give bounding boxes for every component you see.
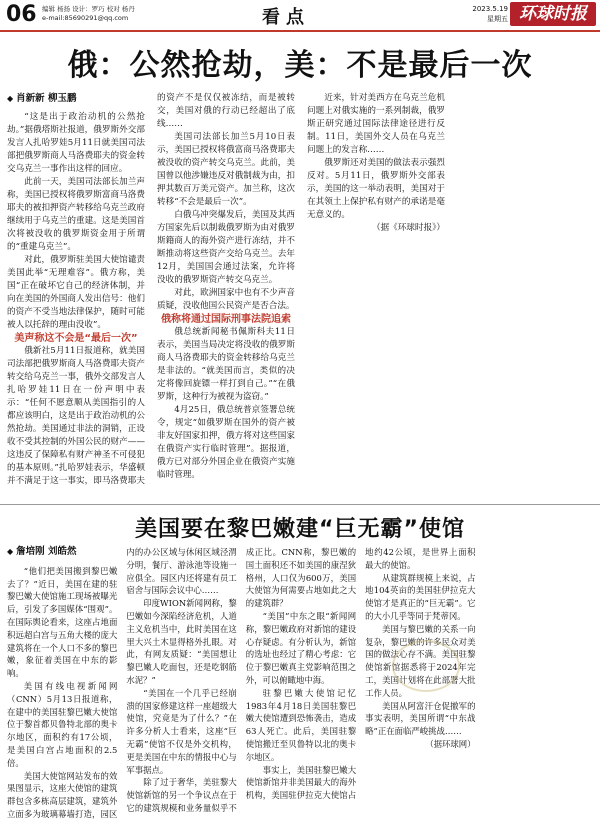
watermark-seal (392, 640, 460, 692)
section-title: 看点 (262, 7, 310, 28)
article2-body (7, 546, 595, 824)
page-number: 06 (6, 2, 37, 27)
article1-credit: （据《环球时报》） (371, 223, 445, 233)
diamond-icon: ◆ (7, 94, 14, 103)
paragraph: “这是出于政治动机的公然抢劫。”据俄塔斯社报道，俄罗斯外交部发言人扎哈罗娃5月11日就美国司法部把俄罗斯商人马洛费耶夫的资金转交乌克兰一事作出这样的回应。 (7, 112, 145, 174)
newspaper-logo: 环球时报 (510, 2, 596, 26)
paragraph: 俄新社5月11日报道称，就美国司法部把俄罗斯商人马洛费耶夫资产转交给乌克兰一事，俄外交部发言人扎哈罗娃11日在一份声明中表示：“任何不愿意顺从美国指引的人都应该明白，这是出于政治动机的公然抢劫。美国通过非法的洞销，正设收不受其控制的外国公民的财产——这违反了保障私有财产神圣不可侵犯的基本原则。”扎哈罗娃表示，华盛顿并不满足于这一事实，即马洛费耶夫的资产不是仅仅被冻结，而是被转交，美国对俄的行动已经超出了底线…… (7, 93, 295, 486)
paragraph: 对此，欧洲国家中也有不少声音质疑，没收他国公民资产是否合法。 (157, 288, 295, 311)
date-text: 2023.5.19 (472, 5, 508, 13)
paragraph: 从建筑群规模上来说，占地104英亩的美国驻伊拉克大使馆才是真正的“巨无霸”。它的大小几乎等同于梵蒂冈。 (365, 572, 476, 621)
article2-byline (7, 546, 117, 559)
section-divider (0, 504, 600, 505)
paragraph: 印度WION新闻网称，黎巴嫩如今深陷经济危机，人道主义危机当中，此时美国在这里大兴土木显得格外扎眼。对此，有网友质疑：“美国想让黎巴嫩人吃面包，还是吃钢筋水泥？” (126, 598, 237, 685)
paragraph: “他们把美国搬到黎巴嫩去了？”近日，美国在建的驻黎巴嫩大使馆施工现场被曝光后，引发了多国媒体“围观”。在国际舆论看来，这座占地面积远超白宫与五角大楼的庞大建筑将在一个人口不多的黎巴嫩，象征着美国在中东的影响。 (7, 565, 118, 679)
paragraph: “美国”中东之眼“新闻网称，黎巴嫩政府对新馆的建设心存疑虑。有分析认为，新馆的选址也经过了精心考虑：它位于黎巴嫩真主党影响范围之外，可以俯瞰地中海。 (245, 610, 357, 685)
byline-text: 肖新新 柳玉鹏 (16, 93, 77, 104)
diamond-icon: ◆ (7, 547, 14, 556)
article1-byline (7, 92, 145, 105)
paragraph: 美国大使馆网站发布的效果图显示，这座大使馆的建筑群包含多栋高层建筑，建筑外立面多为玻璃幕墙打造，园区内的办公区域与休闲区域泾渭分明，餐厅、游泳池等设施一应俱全。园区内还将建有员工宿舍与国际会议中心…… (7, 547, 237, 819)
paragraph: 事实上，美国驻黎巴嫩大使馆新馆并非美国最大的海外机构，美国驻伊拉克大使馆占地约42公顷，是世界上面积最大的使馆。 (245, 547, 476, 801)
paragraph: 美国从阿富汗仓促撤军的事实表明，美国所谓“中东战略”正在面临严峻挑战…… (365, 700, 476, 737)
issue-date (470, 4, 508, 24)
editor-info (42, 5, 135, 23)
email-line: e-mail:85690291@qq.com (42, 14, 129, 22)
paragraph: 除了过于奢华，美驻黎大使馆新馆的另一个争议点在于它的建筑规模和业务量似乎不成正比。CNN称，黎巴嫩的国土面积还不如美国的康涅狄格州，人口仅为600万，美国大使馆为何需要占地如此之大的建筑群？ (126, 547, 357, 813)
paragraph: 对此，俄罗斯驻美国大使馆谴责美国此举“无理难容”。俄方称，美国“正在破坏它自己的经济体制，并向在美国的外国商人发出信号：他们的资产不受当地法律保护，随时可能被人以托辞的理由没收”。 (7, 255, 145, 330)
article2-headline: 美国要在黎巴嫩建“巨无霸”使馆 (135, 517, 465, 542)
subheading: 美声称这不会是“最后一次” (14, 333, 138, 344)
editors-line: 编辑 杨扬 设计：罗巧 校对 杨丹 (42, 5, 135, 13)
paragraph: 4月25日，俄总统普京签署总统令，规定“如俄罗斯在国外的资产被非友好国家扣押，俄方将对这些国家在俄资产实行临时管理”。据报道，俄方已对部分外国企业在俄资产实施临时管理。 (157, 405, 295, 480)
article1-body (7, 92, 595, 500)
paragraph: 此前一天，美国司法部长加兰声称，美国已授权将俄罗斯富商马洛费耶夫的被扣押资产转移给乌克兰政府继续用于乌克兰的重建。这是美国首次将被没收的俄罗斯资金用于所谓的“重建乌克兰”。 (7, 177, 145, 252)
subheading: 俄称将通过国际刑事法院追索 (161, 314, 291, 325)
paragraph: 驻黎巴嫩大使馆记忆1983年4月18日美国驻黎巴嫩大使馆遭到恐怖袭击，造成63人死亡。此后，美国驻黎使馆搬迁至贝鲁特以北的奥卡尔地区。 (245, 687, 357, 762)
paragraph: 俄罗斯还对美国的做法表示强烈反对。5月11日，俄罗斯外交部表示，美国的这一举动表明，美国对于在其领土上保护私有财产的承诺是毫无意义的。 (307, 158, 445, 220)
masthead (0, 0, 600, 32)
paragraph: 俄总统新闻秘书佩斯科夫11日表示，美国当局决定将没收的俄罗斯商人马洛费耶夫的资金转移给乌克兰是非法的。“就美国而言，类似的决定将像回旋镖一样打到自己。”“在俄罗斯，这种行为被视为盗窃。” (157, 327, 295, 402)
weekday-text: 星期五 (487, 15, 508, 23)
article1-headline: 俄：公然抢劫，美：不是最后一次 (67, 48, 533, 83)
article2-credit: （据环球网） (425, 738, 476, 749)
paragraph: 白俄乌冲突爆发后，美国及其西方国家先后以制裁俄罗斯为由对俄罗斯籍商人的海外资产进行冻结，并不断推动将这些资产交给乌克兰。去年12月，美国国会通过法案，允许将没收的俄罗斯资产转交乌克兰。 (157, 210, 295, 285)
paragraph: 美国司法部长加兰5月10日表示，美国已授权将俄富商马洛费耶夫被没收的资产转交乌克兰。此前，美国曾以他涉嫌违反对俄制裁为由，扣押其数百万美元资产。加兰称，这次转移“不会是最后一次”。 (157, 132, 295, 207)
byline-text: 詹培刚 刘皓然 (16, 546, 77, 557)
paragraph: 近来，针对美西方在乌克兰危机问题上对俄实施的一系列制裁，俄罗斯正研究通过国际法律途径进行反制。11日，美国外交人员在乌克兰问题上的发言称…… (307, 93, 445, 155)
paragraph: 美国有线电视新闻网（CNN）5月13日报道称，在建中的美国驻黎巴嫩大使馆位于黎首都贝鲁特北部的奥卡尔地区，面积约有17公顷，是美国白宫占地面积的2.5倍。 (7, 680, 118, 768)
paragraph: “美国在一个几乎已经崩溃的国家修建这样一座超级大使馆，究竟是为了什么？”在许多分析人士看来，这座“巨无霸”使馆不仅是外交机构，更是美国在中东的情报中心与军事据点。 (126, 687, 237, 775)
paragraph: 美国与黎巴嫩的关系一向复杂，黎巴嫩的许多民众对美国的做法心存不满。美国驻黎使馆新馆据悉将于2024年完工，美国计划将在此部署大批工作人员。 (365, 623, 476, 698)
